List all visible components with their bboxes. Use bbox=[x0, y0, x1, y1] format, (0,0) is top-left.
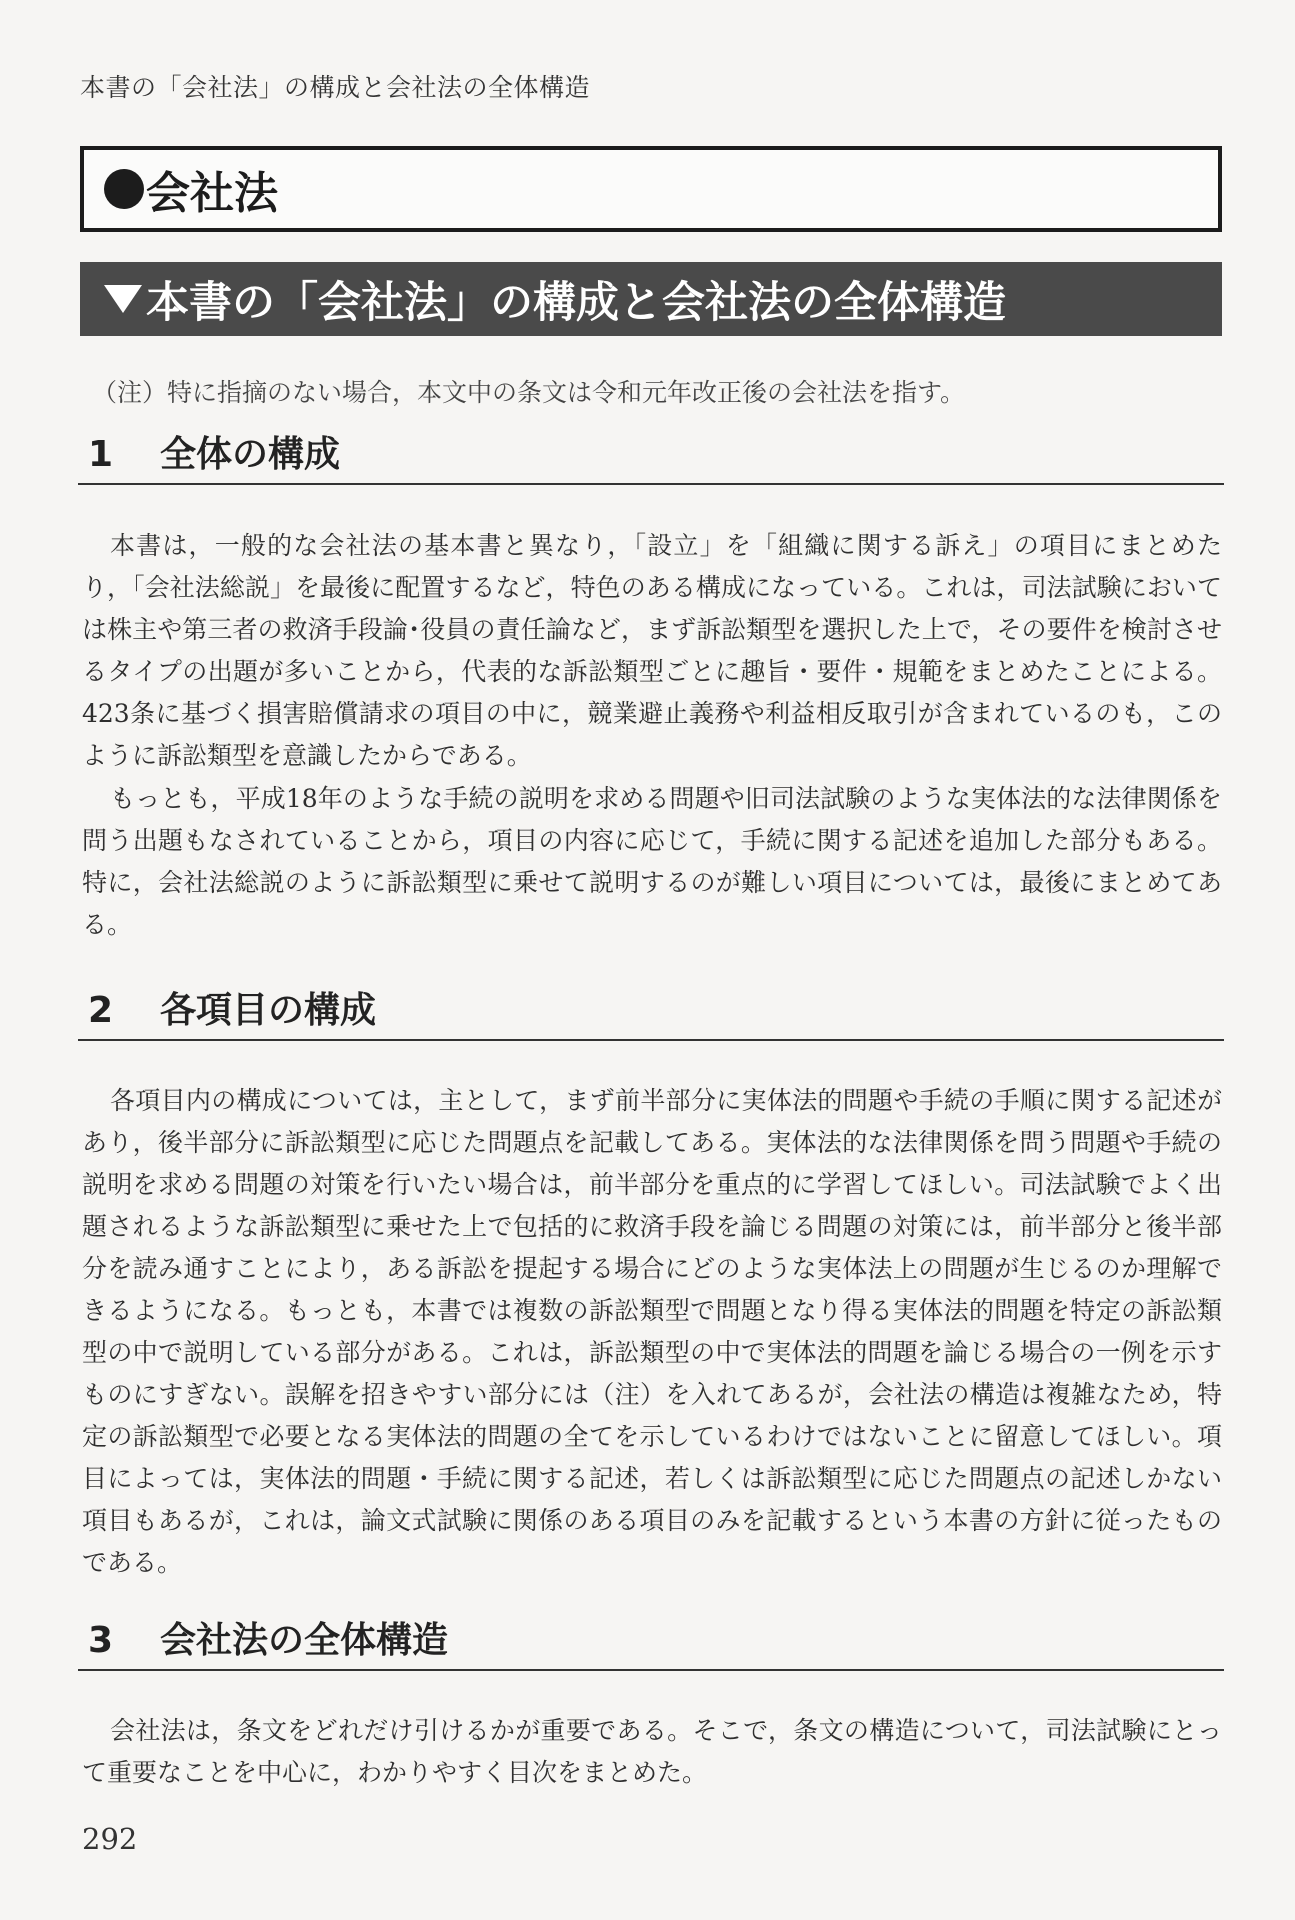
paragraph: 各項目内の構成については，主として，まず前半部分に実体法的問題や手続の手順に関する記述があり，後半部分に訴訟類型に応じた問題点を記載してある。実体法的な法律関係を問う問題や手続の説明を求める問題の対策を行いたい場合は，前半部分を重点的に学習してほしい。司法試験でよく出題されるような訴訟類型に乗せた上で包括的に救済手段を論じる問題の対策には，前半部分と後半部分を読み通すことにより，ある訴訟を提起する場合にどのような実体法上の問題が生じるのか理解できるようになる。もっとも，本書では複数の訴訟類型で問題となり得る実体法的問題を特定の訴訟類型の中で説明している部分がある。これは，訴訟類型の中で実体法的問題を論じる場合の一例を示すものにすぎない。誤解を招きやすい部分には（注）を入れてあるが，会社法の構造は複雑なため，特定の訴訟類型で必要となる実体法的問題の全てを示しているわけではないことに留意してほしい。項目によっては，実体法的問題・手続に関する記述，若しくは訴訟類型に応じた問題点の記述しかない項目もあるが，これは，論文式試験に関係のある項目のみを記載するという本書の方針に従ったものである。 bbox=[82, 1086, 1222, 1577]
triangle-down-icon bbox=[104, 285, 142, 313]
paragraph: もっとも，平成18年のような手続の説明を求める問題や旧司法試験のような実体法的な法律関係を問う出題もなされていることから，項目の内容に応じて，手続に関する記述を追加した部分もある。特に，会社法総説のように訴訟類型に乗せて説明するのが難しい項目については，最後にまとめてある。 bbox=[82, 784, 1222, 939]
paragraph: 会社法は，条文をどれだけ引けるかが重要である。そこで，条文の構造について，司法試験にとって重要なことを中心に，わかりやすく目次をまとめた。 bbox=[82, 1716, 1222, 1787]
heading-number: 1 bbox=[88, 434, 114, 475]
running-header: 本書の「会社法」の構成と会社法の全体構造 bbox=[80, 73, 591, 102]
section-title: 本書の「会社法」の構成と会社法の全体構造 bbox=[146, 277, 1006, 328]
section-title-bar bbox=[80, 262, 1222, 336]
heading-title: 会社法の全体構造 bbox=[160, 1620, 449, 1661]
chapter-title-box bbox=[80, 146, 1222, 232]
bullet-dot-icon bbox=[104, 169, 144, 209]
heading-companies-act-structure bbox=[78, 1612, 1224, 1671]
heading-number: 2 bbox=[88, 990, 114, 1031]
page-number: 292 bbox=[82, 1822, 138, 1856]
heading-item-structure bbox=[78, 982, 1224, 1041]
chapter-title: 会社法 bbox=[146, 168, 278, 219]
paragraph: 本書は，一般的な会社法の基本書と異なり，「設立」を「組織に関する訴え」の項目にまとめたり，「会社法総説」を最後に配置するなど，特色のある構成になっている。これは，司法試験においては株主や第三者の救済手段論･役員の責任論など，まず訴訟類型を選択した上で，その要件を検討させるタイプの出題が多いことから，代表的な訴訟類型ごとに趣旨・要件・規範をまとめたことによる。423条に基づく損害賠償請求の項目の中に，競業避止義務や利益相反取引が含まれているのも，このように訴訟類型を意識したからである。 bbox=[82, 531, 1222, 770]
heading-title: 全体の構成 bbox=[160, 434, 341, 475]
heading-overall-structure bbox=[78, 426, 1224, 485]
heading-number: 3 bbox=[88, 1620, 114, 1661]
heading-title: 各項目の構成 bbox=[160, 990, 377, 1031]
note: （注）特に指摘のない場合，本文中の条文は令和元年改正後の会社法を指す。 bbox=[92, 378, 966, 407]
